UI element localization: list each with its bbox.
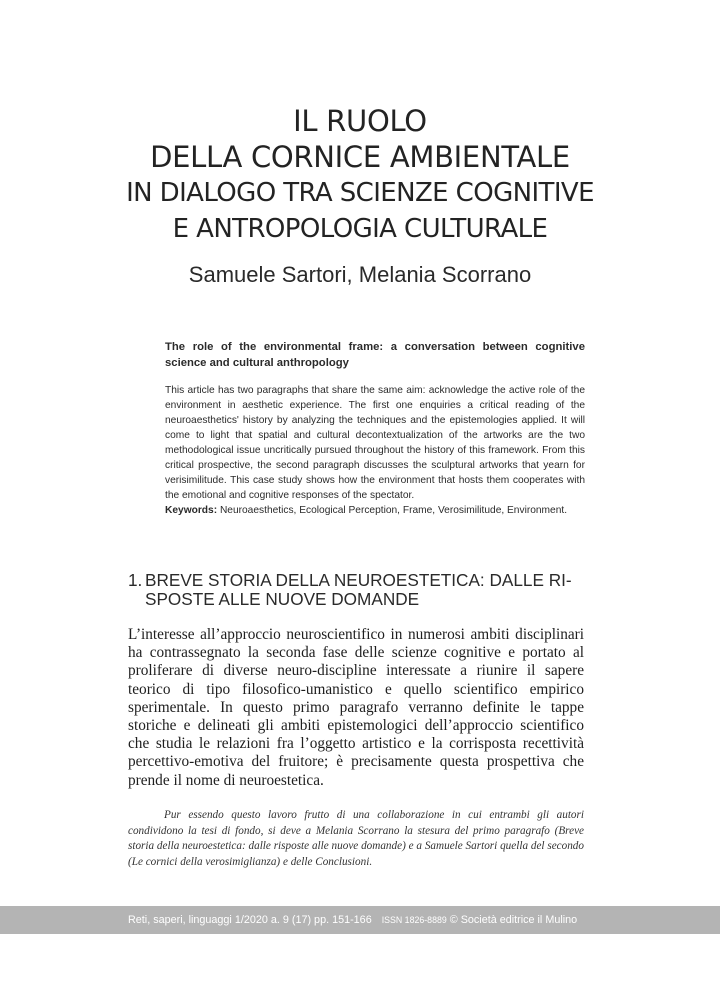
title-line-3: IN DIALOGO TRA SCIENZE COGNITIVE bbox=[126, 178, 594, 208]
issn: ISSN 1826-8889 bbox=[381, 915, 447, 925]
keywords-label: Keywords: bbox=[165, 505, 218, 516]
title-line-4: E ANTROPOLOGIA CULTURALE bbox=[172, 214, 548, 244]
article-title bbox=[90, 103, 630, 247]
abstract bbox=[165, 339, 585, 518]
section-heading-line-2: SPOSTE ALLE NUOVE DOMANDE bbox=[145, 589, 420, 609]
title-line-1: IL RUOLO bbox=[293, 104, 427, 138]
title-line-2: DELLA CORNICE AMBIENTALE bbox=[150, 140, 570, 174]
section-heading-line-1: BREVE STORIA DELLA NEUROESTETICA: DALLE RI- bbox=[145, 570, 572, 590]
abstract-title: The role of the environmental frame: a conversation between cognitive science and cultural anthropology bbox=[165, 341, 585, 369]
publisher: © Società editrice il Mulino bbox=[449, 914, 578, 926]
authors: Samuele Sartori, Melania Scorrano bbox=[188, 262, 532, 287]
keywords-list: Neuroaesthetics, Ecological Perception, Frame, Verosimilitude, Environment. bbox=[219, 505, 568, 516]
journal-citation: Reti, saperi, linguaggi 1/2020 a. 9 (17) pp. 151-166 bbox=[128, 914, 372, 926]
footer-bar bbox=[0, 906, 720, 934]
section-heading bbox=[128, 571, 598, 609]
body-paragraph: L’interesse all’approccio neuroscientifico in numerosi ambiti disciplinari ha contrassegnato la seconda fase delle scienze cognitive e portato al proliferare di diverse neuro-discipline interessate a riunire il sapere teorico di tipo filosofico-umanistico e quello scientifico empirico sperimentale. In questo primo paragrafo verranno definite le tappe storiche e delineati gli ambiti epistemologici dell’approccio scientifico che studia le relazioni fra l’oggetto artistico e la corrisposta recettività percettivo-emotiva del fruitore; è precisamente questa prospettiva che prende il nome di neuroestetica. bbox=[128, 626, 584, 789]
section-number: 1. bbox=[128, 570, 143, 590]
footer-text bbox=[128, 913, 588, 927]
abstract-text: This article has two paragraphs that share the same aim: acknowledge the active role of the environment in aesthetic experience. The first one enquiries a critical reading of the neuroaesthetics' history by analyzing the techniques and the epistemologies applied. It will come to light that spatial and cultural decontextualization of the artworks are the two methodological issue uncritically pursued throughout the history of this framework. From this critical prospective, the second paragraph discusses the sculptural artworks that yearn for verisimilitude. This case study shows how the environment that hosts them cooperates with the emotional and cognitive responses of the spectator. bbox=[165, 385, 585, 501]
footnote: Pur essendo questo lavoro frutto di una collaborazione in cui entrambi gli autori condividono la tesi di fondo, si deve a Melania Scorrano la stesura del primo paragrafo (Breve storia della neuroestetica: dalle risposte alle nuove domande) e a Samuele Sartori quella del secondo (Le cornici della verosimiglianza) e delle Conclusioni. bbox=[128, 809, 584, 868]
keywords bbox=[165, 503, 585, 518]
